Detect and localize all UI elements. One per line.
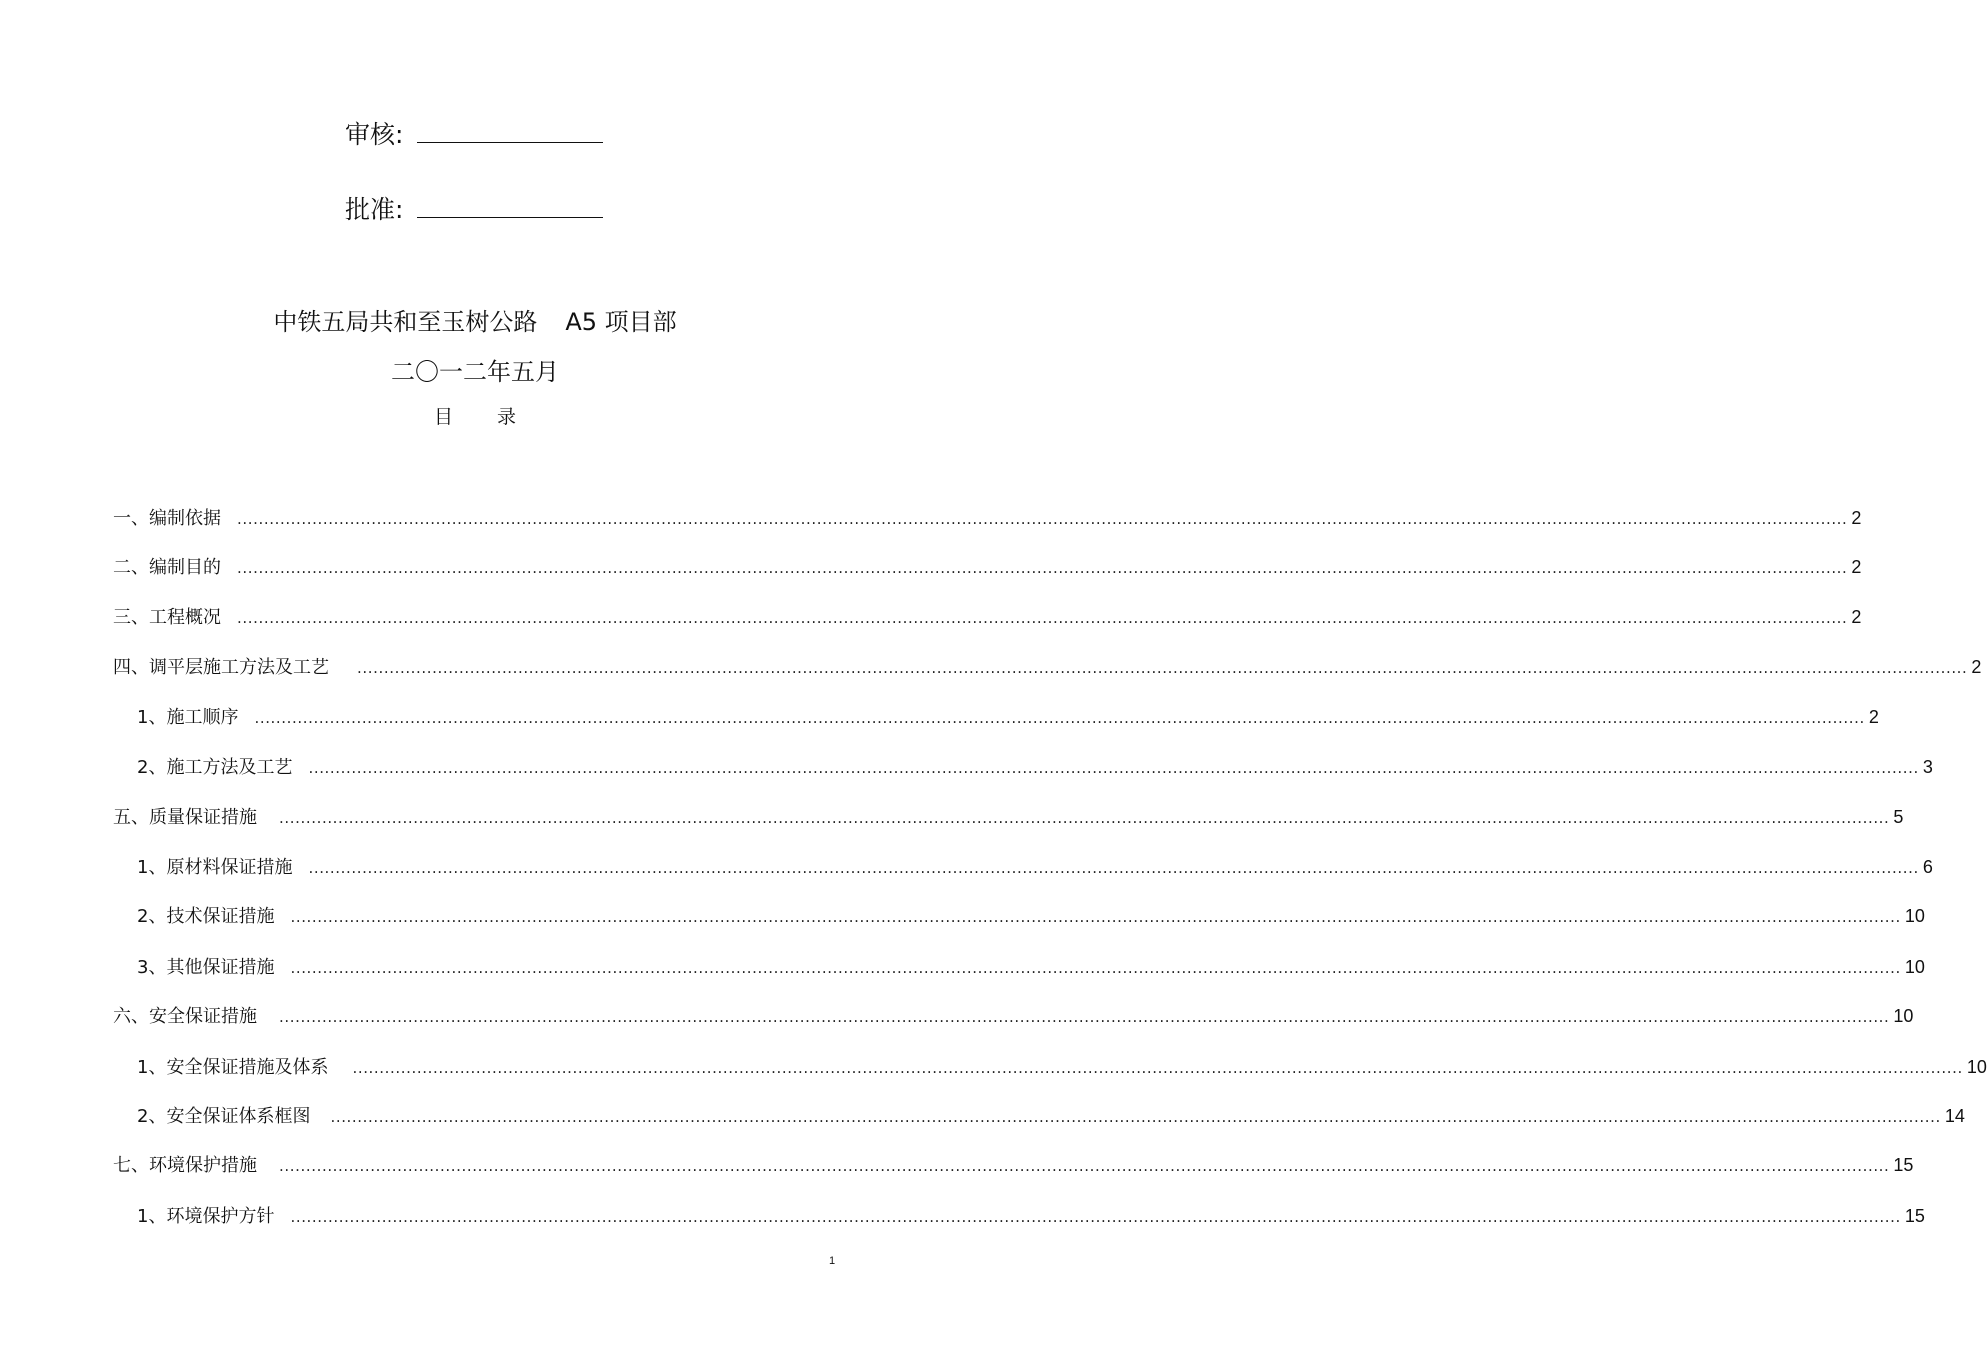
toc-item-page: 3: [1922, 757, 1933, 777]
toc-item[interactable]: [113, 1004, 1914, 1029]
toc-item-label: 2、技术保证措施: [137, 906, 275, 927]
toc-item-page: 10: [1904, 906, 1925, 926]
toc-item-label: 四、调平层施工方法及工艺: [113, 657, 329, 678]
toc-leader: ............................................................................................................................................................................................................................................................................................................: [237, 609, 1848, 627]
toc-item[interactable]: [137, 1104, 1965, 1129]
toc-heading: [0, 404, 950, 430]
toc-item-label: 二、编制目的: [113, 557, 221, 578]
approve-signature-line: [417, 195, 603, 218]
toc-item[interactable]: [137, 705, 1879, 730]
toc-item-page: 2: [1851, 557, 1862, 577]
approve-signature: [345, 195, 603, 225]
toc-item[interactable]: [137, 855, 1933, 880]
review-signature: [345, 120, 603, 150]
toc-item-label: 五、质量保证措施: [113, 807, 257, 828]
toc-leader: ............................................................................................................................................................................................................................................................................................................: [290, 1208, 1901, 1226]
project-department: A5 项目部: [565, 308, 677, 336]
toc-heading-char-1: 目: [433, 406, 453, 428]
organization-title: [0, 306, 950, 338]
toc-item-label: 1、环境保护方针: [137, 1206, 275, 1227]
toc-item-page: 2: [1868, 707, 1879, 727]
toc-item-label: 六、安全保证措施: [113, 1006, 257, 1027]
toc-leader: ............................................................................................................................................................................................................................................................................................................: [290, 908, 1901, 926]
toc-heading-char-2: 录: [497, 406, 517, 428]
toc-item-page: 15: [1904, 1206, 1925, 1226]
document-date: 二〇一二年五月: [391, 358, 559, 386]
toc-item-label: 3、其他保证措施: [137, 957, 275, 978]
toc-item-label: 1、施工顺序: [137, 707, 239, 728]
toc-item-label: 1、安全保证措施及体系: [137, 1057, 329, 1078]
toc-item-page: 10: [1893, 1006, 1914, 1026]
toc-leader: ............................................................................................................................................................................................................................................................................................................: [357, 659, 1968, 677]
toc-leader: ............................................................................................................................................................................................................................................................................................................: [237, 559, 1848, 577]
toc-item[interactable]: [137, 1204, 1925, 1229]
toc-item-label: 一、编制依据: [113, 508, 221, 529]
toc-leader: ............................................................................................................................................................................................................................................................................................................: [290, 959, 1901, 977]
toc-leader: ............................................................................................................................................................................................................................................................................................................: [237, 510, 1848, 528]
toc-item-label: 2、施工方法及工艺: [137, 757, 293, 778]
toc-leader: ............................................................................................................................................................................................................................................................................................................: [330, 1108, 1941, 1126]
toc-item-label: 1、原材料保证措施: [137, 857, 293, 878]
toc-leader: ............................................................................................................................................................................................................................................................................................................: [308, 759, 1919, 777]
toc-item-page: 10: [1966, 1057, 1987, 1077]
toc-item-page: 14: [1944, 1106, 1965, 1126]
toc-leader: ............................................................................................................................................................................................................................................................................................................: [254, 709, 1865, 727]
review-label: 审核:: [345, 120, 404, 149]
approve-label: 批准:: [345, 195, 404, 224]
toc-item-page: 10: [1904, 957, 1925, 977]
toc-item[interactable]: [113, 506, 1862, 531]
toc-leader: ............................................................................................................................................................................................................................................................................................................: [352, 1059, 1963, 1077]
toc-item-label: 2、安全保证体系框图: [137, 1106, 311, 1127]
toc-item-label: 七、环境保护措施: [113, 1155, 257, 1176]
toc-item-page: 2: [1851, 508, 1862, 528]
toc-item[interactable]: [113, 805, 1904, 830]
toc-leader: ............................................................................................................................................................................................................................................................................................................: [308, 859, 1919, 877]
toc-leader: ............................................................................................................................................................................................................................................................................................................: [279, 1157, 1890, 1175]
toc-item[interactable]: [113, 655, 1982, 680]
toc-item-label: 三、工程概况: [113, 607, 221, 628]
toc-item[interactable]: [113, 555, 1862, 580]
toc-leader: ............................................................................................................................................................................................................................................................................................................: [279, 809, 1890, 827]
review-signature-line: [417, 120, 603, 143]
org-name: 中铁五局共和至玉树公路: [273, 308, 538, 336]
toc-item[interactable]: [113, 1153, 1914, 1178]
toc-item[interactable]: [137, 755, 1933, 780]
toc-leader: ............................................................................................................................................................................................................................................................................................................: [279, 1008, 1890, 1026]
toc-item-page: 2: [1851, 607, 1862, 627]
page-number: 1: [829, 1255, 836, 1267]
toc-item[interactable]: [113, 605, 1862, 630]
toc-item[interactable]: [137, 955, 1925, 980]
toc-item-page: 5: [1893, 807, 1904, 827]
toc-item[interactable]: [137, 904, 1925, 929]
toc-item-page: 2: [1971, 657, 1982, 677]
toc-item-page: 15: [1893, 1155, 1914, 1175]
toc-item[interactable]: [137, 1055, 1987, 1080]
toc-item-page: 6: [1922, 857, 1933, 877]
